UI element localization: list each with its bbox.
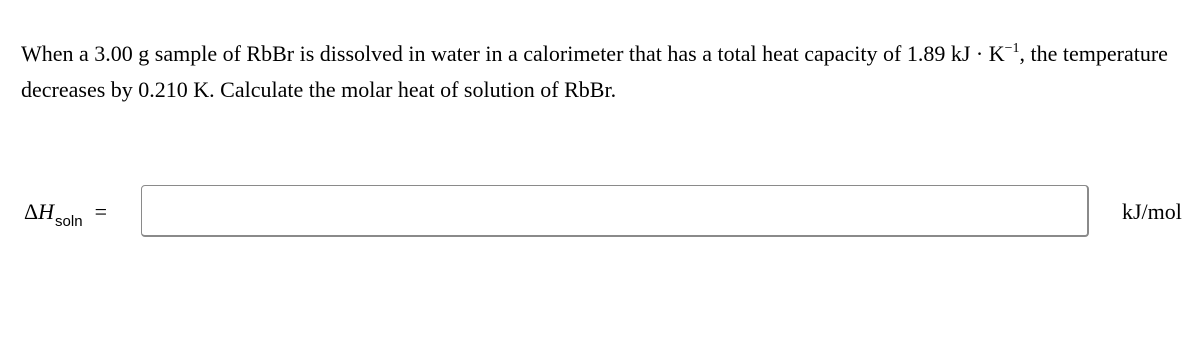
soln-subscript: soln <box>55 213 83 230</box>
delta-h-soln-label <box>24 199 107 228</box>
answer-row <box>0 185 1200 238</box>
question-text-part1: When a 3.00 g sample of RbBr is dissolved in water in a calorimeter that has a total heat capacity of 1.89 kJ · K <box>21 41 1005 66</box>
delta-symbol: Δ <box>24 199 39 224</box>
answer-input[interactable] <box>141 185 1089 237</box>
question-exponent: −1 <box>1004 41 1020 56</box>
units-label: kJ/mol <box>1122 199 1182 224</box>
question-text-part2: , the temperature decreases by 0.210 K. Calculate the molar heat of solution of RbBr. <box>21 41 1168 102</box>
equals-sign: = <box>94 199 107 224</box>
enthalpy-symbol: H <box>38 199 55 224</box>
question-text <box>21 36 1171 108</box>
